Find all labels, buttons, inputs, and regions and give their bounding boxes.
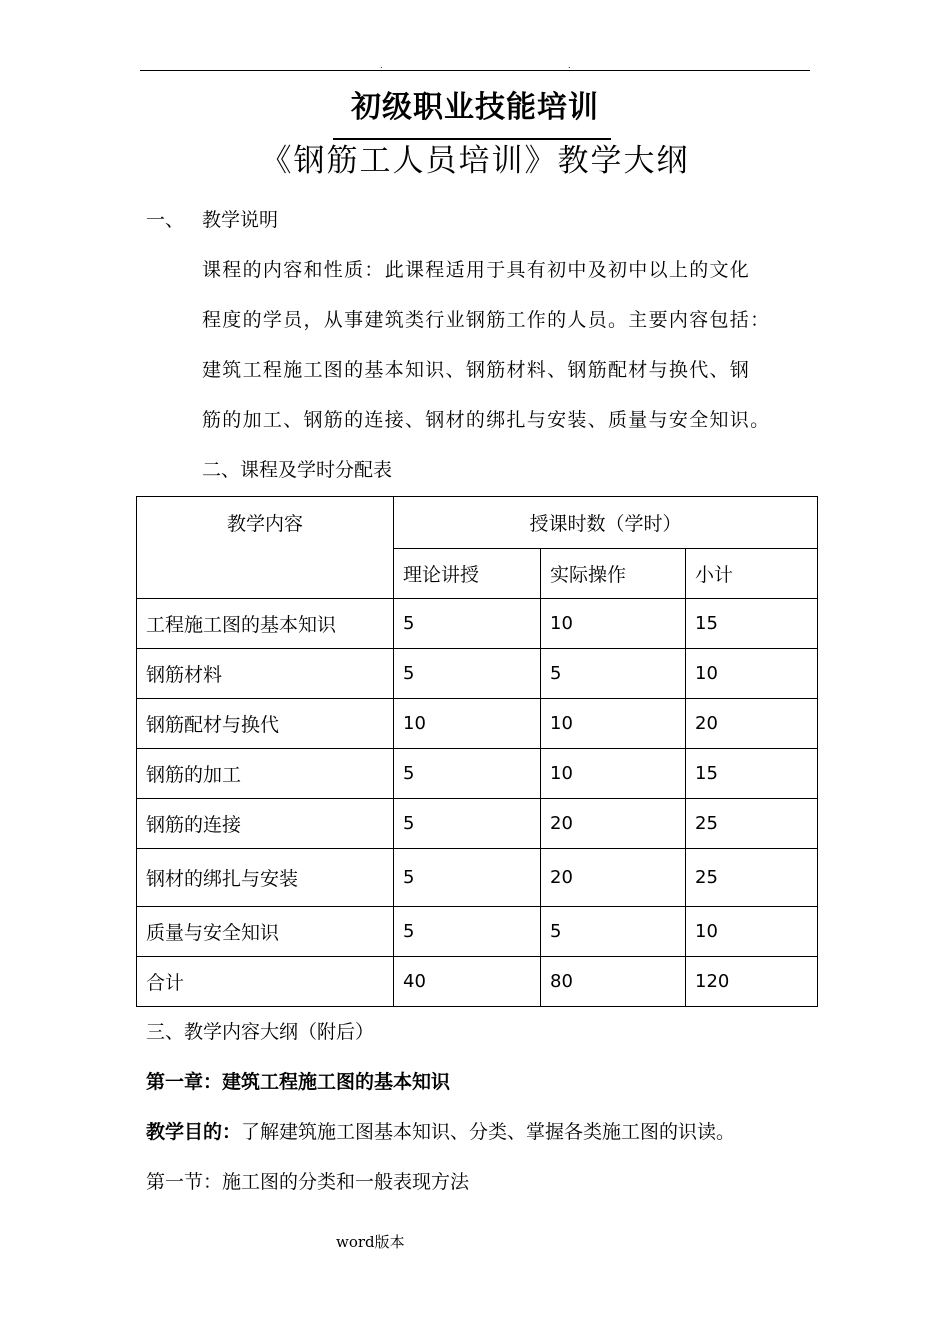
document-subtitle: 《钢筋工人员培训》教学大纲 bbox=[260, 143, 690, 179]
section1-paragraph-line-2: 程度的学员，从事建筑类行业钢筋工作的人员。主要内容包括： bbox=[202, 309, 771, 331]
section1-paragraph-line-4: 筋的加工、钢筋的连接、钢材的绑扎与安装、质量与安全知识。 bbox=[202, 409, 771, 431]
row-theory: 5 bbox=[394, 749, 541, 799]
row-content: 钢筋的加工 bbox=[137, 749, 394, 799]
header-content: 教学内容 bbox=[137, 497, 394, 599]
row-content: 质量与安全知识 bbox=[137, 907, 394, 957]
header-rule bbox=[140, 70, 810, 71]
header-practice: 实际操作 bbox=[541, 549, 686, 599]
chapter1-section1: 第一节：施工图的分类和一般表现方法 bbox=[146, 1171, 470, 1193]
row-practice: 20 bbox=[541, 799, 686, 849]
row-subtotal: 120 bbox=[686, 957, 818, 1007]
row-subtotal: 15 bbox=[686, 599, 818, 649]
section1-paragraph-line-1: 课程的内容和性质：此课程适用于具有初中及初中以上的文化 bbox=[202, 259, 751, 281]
chapter1-title: 第一章：建筑工程施工图的基本知识 bbox=[146, 1071, 451, 1093]
table-header-row bbox=[137, 497, 818, 549]
row-content: 钢筋的连接 bbox=[137, 799, 394, 849]
row-theory: 5 bbox=[394, 849, 541, 907]
section3-heading: 三、教学内容大纲（附后） bbox=[146, 1021, 375, 1043]
row-theory: 5 bbox=[394, 907, 541, 957]
row-practice: 5 bbox=[541, 649, 686, 699]
footer-text: word版本 bbox=[336, 1233, 405, 1251]
table-row bbox=[137, 749, 818, 799]
section1-paragraph-line-3: 建筑工程施工图的基本知识、钢筋材料、钢筋配材与换代、钢 bbox=[202, 359, 751, 381]
section2-heading: 二、课程及学时分配表 bbox=[202, 459, 393, 481]
row-content: 钢筋材料 bbox=[137, 649, 394, 699]
row-practice: 5 bbox=[541, 907, 686, 957]
row-subtotal: 25 bbox=[686, 799, 818, 849]
row-content: 工程施工图的基本知识 bbox=[137, 599, 394, 649]
row-theory: 5 bbox=[394, 599, 541, 649]
header-dot-right: . bbox=[568, 61, 571, 70]
row-subtotal: 25 bbox=[686, 849, 818, 907]
table-total-row bbox=[137, 957, 818, 1007]
row-subtotal: 10 bbox=[686, 649, 818, 699]
row-practice: 10 bbox=[541, 699, 686, 749]
table-row bbox=[137, 649, 818, 699]
objective-text: 了解建筑施工图基本知识、分类、掌握各类施工图的识读。 bbox=[241, 1121, 736, 1143]
row-practice: 10 bbox=[541, 599, 686, 649]
document-title: 初级职业技能培训 bbox=[351, 90, 599, 125]
table-row bbox=[137, 699, 818, 749]
row-theory: 5 bbox=[394, 649, 541, 699]
chapter1-objective bbox=[146, 1118, 735, 1146]
header-subtotal: 小计 bbox=[686, 549, 818, 599]
objective-label: 教学目的： bbox=[146, 1121, 242, 1143]
row-theory: 5 bbox=[394, 799, 541, 849]
row-subtotal: 20 bbox=[686, 699, 818, 749]
row-subtotal: 15 bbox=[686, 749, 818, 799]
hours-table bbox=[136, 496, 818, 1007]
header-dot-left: . bbox=[380, 61, 383, 70]
row-practice: 80 bbox=[541, 957, 686, 1007]
row-subtotal: 10 bbox=[686, 907, 818, 957]
row-practice: 10 bbox=[541, 749, 686, 799]
header-theory: 理论讲授 bbox=[394, 549, 541, 599]
section1-number: 一、 bbox=[146, 209, 185, 231]
table-row bbox=[137, 799, 818, 849]
row-content: 合计 bbox=[137, 957, 394, 1007]
table-row bbox=[137, 849, 818, 907]
row-practice: 20 bbox=[541, 849, 686, 907]
table-row bbox=[137, 907, 818, 957]
row-content: 钢材的绑扎与安装 bbox=[137, 849, 394, 907]
section1-heading: 教学说明 bbox=[202, 209, 279, 231]
header-hours: 授课时数（学时） bbox=[394, 497, 818, 549]
table-row bbox=[137, 599, 818, 649]
row-theory: 40 bbox=[394, 957, 541, 1007]
row-theory: 10 bbox=[394, 699, 541, 749]
row-content: 钢筋配材与换代 bbox=[137, 699, 394, 749]
